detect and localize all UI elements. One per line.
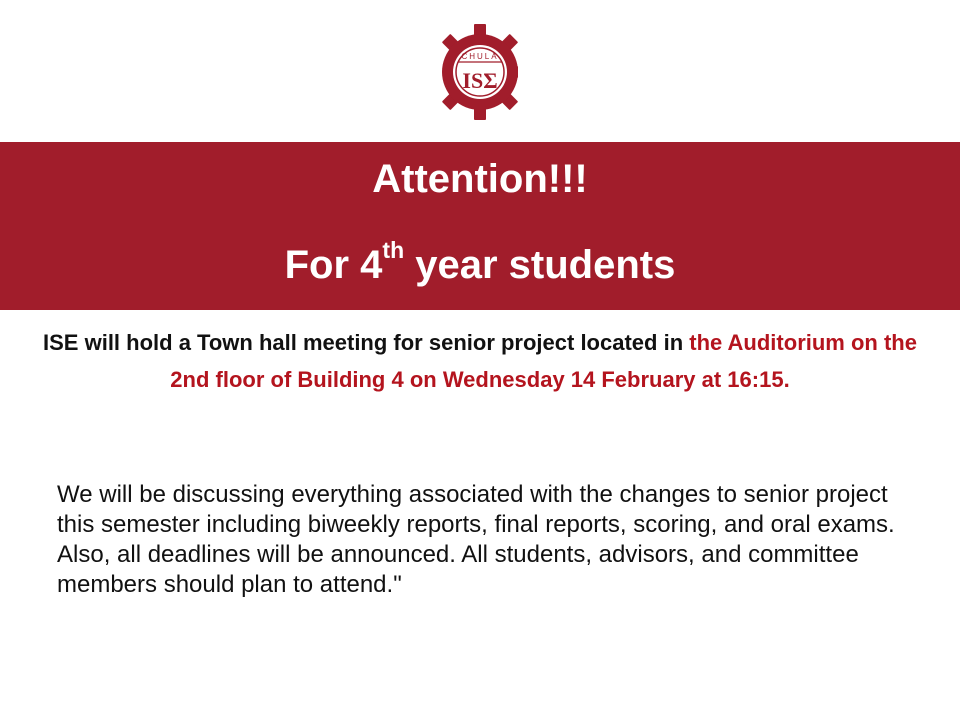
subtitle-prefix: For 4 xyxy=(284,243,383,287)
meeting-description: We will be discussing everything associated with the changes to senior project this semester including biweekly reports, final reports, scoring, and oral exams. Also, all deadlines will be announced. All students, advisors, and committee members should plan to attend." xyxy=(57,481,895,598)
banner-title: Attention!!! xyxy=(372,157,588,201)
announcement-intro: ISE will hold a Town hall meeting for senior project located in xyxy=(43,330,690,355)
subtitle-ordinal: th xyxy=(382,236,405,263)
logo-top-text: CHULA xyxy=(461,52,499,61)
chula-ise-logo xyxy=(440,22,520,122)
logo-main-text: ISΣ xyxy=(462,68,498,93)
subtitle-suffix: year students xyxy=(404,243,676,287)
gear-logo-icon xyxy=(440,22,520,122)
banner-subtitle xyxy=(0,236,960,289)
meeting-announcement xyxy=(40,324,920,398)
attention-banner xyxy=(0,142,960,310)
announcement-location: the Auditorium on the 2nd floor of Building 4 on Wednesday 14 February at 16:15. xyxy=(170,330,917,392)
